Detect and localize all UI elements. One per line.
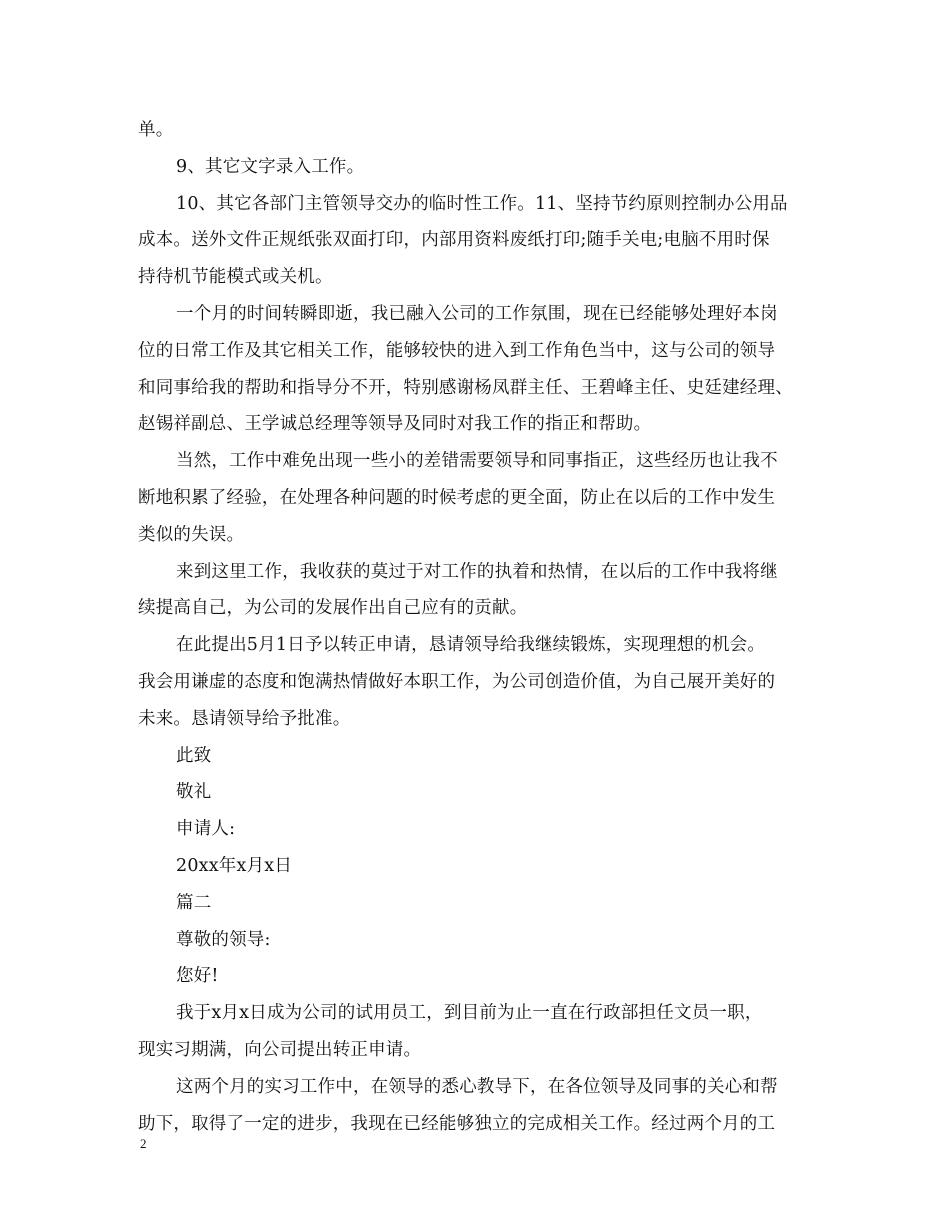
greeting-line: 尊敬的领导:	[176, 929, 271, 950]
text-line: 助下，取得了一定的进步，我现在已经能够独立的完成相关工作。经过两个月的工	[138, 1113, 776, 1134]
text-line: 在此提出5月1日予以转正申请，恳请领导给我继续锻炼，实现理想的机会。	[176, 635, 766, 656]
page-number: 2	[140, 1136, 147, 1151]
document-body	[138, 112, 818, 1142]
text-line: 我会用谦虚的态度和饱满热情做好本职工作，为公司创造价值，为自己展开美好的	[138, 671, 776, 692]
closing-line: 此致	[176, 745, 212, 766]
greeting-line: 您好!	[176, 966, 219, 987]
date-line: 20xx年x月x日	[176, 855, 293, 876]
text-line: 续提高自己，为公司的发展作出自己应有的贡献。	[138, 598, 528, 619]
text-line: 断地积累了经验，在处理各种问题的时候考虑的更全面，防止在以后的工作中发生	[138, 487, 776, 508]
text-line: 这两个月的实习工作中，在领导的悉心教导下，在各位领导及同事的关心和帮	[176, 1076, 778, 1097]
text-line: 9、其它文字录入工作。	[176, 156, 365, 177]
text-line: 位的日常工作及其它相关工作，能够较快的进入到工作角色当中，这与公司的领导	[138, 340, 776, 361]
applicant-line: 申请人:	[176, 819, 236, 840]
salutation-line: 敬礼	[176, 782, 212, 803]
section-title: 篇二	[176, 892, 212, 913]
text-line: 10、其它各部门主管领导交办的临时性工作。11、坚持节约原则控制办公用品	[176, 193, 788, 214]
text-line: 我于x月x日成为公司的试用员工，到目前为止一直在行政部担任文员一职，	[176, 1003, 763, 1024]
text-line: 现实习期满，向公司提出转正申请。	[138, 1039, 422, 1060]
text-line: 赵锡祥副总、王学诚总经理等领导及同时对我工作的指正和帮助。	[138, 414, 652, 435]
text-line: 类似的失误。	[138, 524, 245, 545]
text-line: 未来。恳请领导给予批准。	[138, 708, 351, 729]
text-line: 和同事给我的帮助和指导分不开，特别感谢杨凤群主任、王碧峰主任、史廷建经理、	[138, 377, 793, 398]
text-line: 当然，工作中难免出现一些小的差错需要领导和同事指正，这些经历也让我不	[176, 451, 778, 472]
text-line: 一个月的时间转瞬即逝，我已融入公司的工作氛围，现在已经能够处理好本岗	[176, 303, 778, 324]
text-line: 持待机节能模式或关机。	[138, 267, 333, 288]
text-line: 单。	[138, 120, 174, 140]
text-line: 成本。送外文件正规纸张双面打印，内部用资料废纸打印;随手关电;电脑不用时保	[138, 230, 770, 251]
text-line: 来到这里工作，我收获的莫过于对工作的执着和热情，在以后的工作中我将继	[176, 561, 778, 582]
